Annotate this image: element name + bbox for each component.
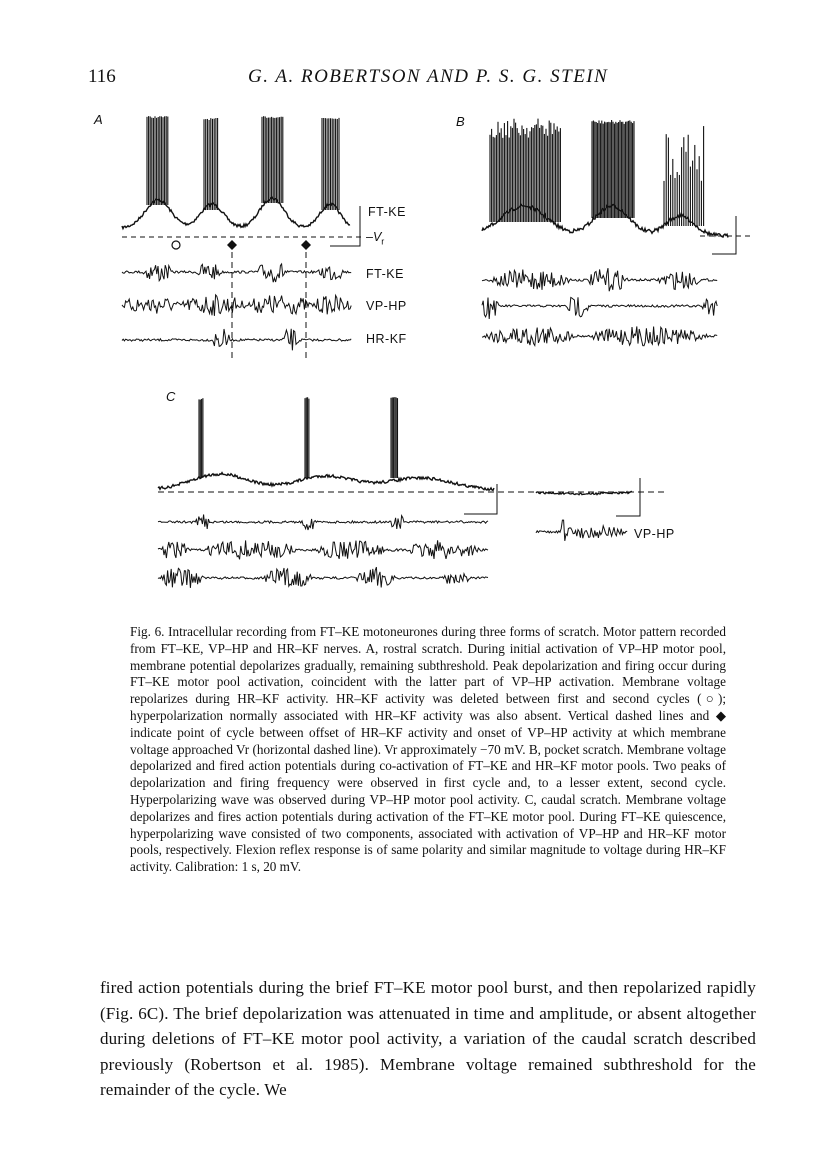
panel-a-intracellular-trace-spikes-4 [322,118,339,210]
panel-c-ft-ke-nerve [158,515,488,531]
panel-c-hr-kf-nerve [158,567,488,588]
panel-c-intracellular-trace [158,473,494,491]
running-head: G. A. ROBERTSON AND P. S. G. STEIN [248,66,609,87]
panel-a-diamond-1 [227,240,237,250]
label-hr-kf-nerve: HR-KF [366,332,407,346]
panel-c-intracellular-trace-spikes-1 [199,398,203,478]
panel-a-calibration-bar [330,206,360,246]
body-paragraph: fired action potentials during the brief FT–KE motor pool burst, and then repolarized rapidly (Fig. 6C). The brief depolarization was attenuated in time and amplitude, or absent altogether during deletions of FT–KE motor pool activity, a variation of the caudal scratch described previously (Robertson et al. 1985). Membrane voltage remained subthreshold for the remainder of the cycle. We [100,978,756,1099]
panel-a-diamond-2 [301,240,311,250]
label-ft-ke-intracellular: FT-KE [368,205,406,219]
panel-c-intracellular-trace-spikes-3 [391,397,398,478]
panel-c-intracellular-trace-spikes-2 [305,397,309,478]
panel-b-traces [482,119,752,346]
caption-text: Fig. 6. Intracellular recording from FT–KE motoneurones during three forms of scratch. Motor pattern recorded from FT–KE, VP–HP and HR–KF nerves. A, rostral scratch. During initial activation of VP–HP motor pool, membrane potential depolarizes gradually, remaining subthreshold. Peak depolarization and firing occur during FT–KE motor pool activation, coincident with the latter part of VP–HP activation. Membrane voltage repolarizes during HR–KF activity. HR–KF activity was deleted between first and second cycles (○); hyperpolarization normally associated with HR–KF activity was also absent. Vertical dashed lines and ◆ indicate point of cycle between offset of HR–KF activity and onset of VP–HP activity at which membrane voltage approached Vr (horizontal dashed line). Vr approximately −70 mV. B, pocket scratch. Membrane voltage depolarized and fired action potentials during co-activation of FT–KE and HR–KF motor pools. Two peaks of depolarization and firing frequency were observed in first cycle and, to a lesser extent, second cycle. Hyperpolarizing wave was observed during VP–HP motor pool activity. C, caudal scratch. Membrane voltage depolarizes and fires action potentials during activation of the FT–KE motor pool. During FT–KE quiescence, hyperpolarizing wave consisted of two components, associated with activation of VP–HP and HR–KF motor pools, respectively. Flexion reflex response is of same polarity and similar magnitude to voltage during HR–KF activity. Calibration: 1 s, 20 mV. [130,624,726,875]
panel-a-intracellular-trace-spikes-2 [204,118,218,210]
panel-a-traces [122,116,362,362]
panel-b-intracellular-trace-spikes-2 [592,120,634,218]
label-ft-ke-nerve: FT-KE [366,267,404,281]
panel-a-ft-ke-nerve [122,264,351,282]
panel-a-letter: A [94,112,103,127]
panel-b-ft-ke-nerve [482,268,717,291]
panel-c-vp-hp-nerve [158,540,488,559]
panel-a-intracellular-trace-spikes-1 [147,116,168,205]
page-number: 116 [88,66,116,87]
label-vp-hp-reflex: VP-HP [634,527,675,541]
panel-a-deletion-circle [172,241,180,249]
figure-caption [130,624,726,876]
panel-a-vp-hp-nerve [122,295,351,316]
panel-a-hr-kf-nerve [122,329,351,351]
panel-c-letter: C [166,389,176,404]
label-vr: $-V_r$ [366,230,385,247]
label-vp-hp-nerve: VP-HP [366,299,407,313]
panel-a-intracellular-trace-spikes-3 [262,116,283,203]
panel-b-hr-kf-nerve [482,326,717,345]
panel-b-vp-hp-nerve [482,297,717,319]
body-text [100,975,756,1103]
panel-b-intracellular-trace-spikes-3 [664,126,704,226]
panel-b-intracellular-trace-spikes-1 [490,119,560,222]
panel-c-reflex-vp-hp-nerve [536,520,627,541]
panel-c-reflex-calibration-bar [616,478,640,516]
panel-c-traces [158,397,664,588]
panel-b-letter: B [456,114,465,129]
